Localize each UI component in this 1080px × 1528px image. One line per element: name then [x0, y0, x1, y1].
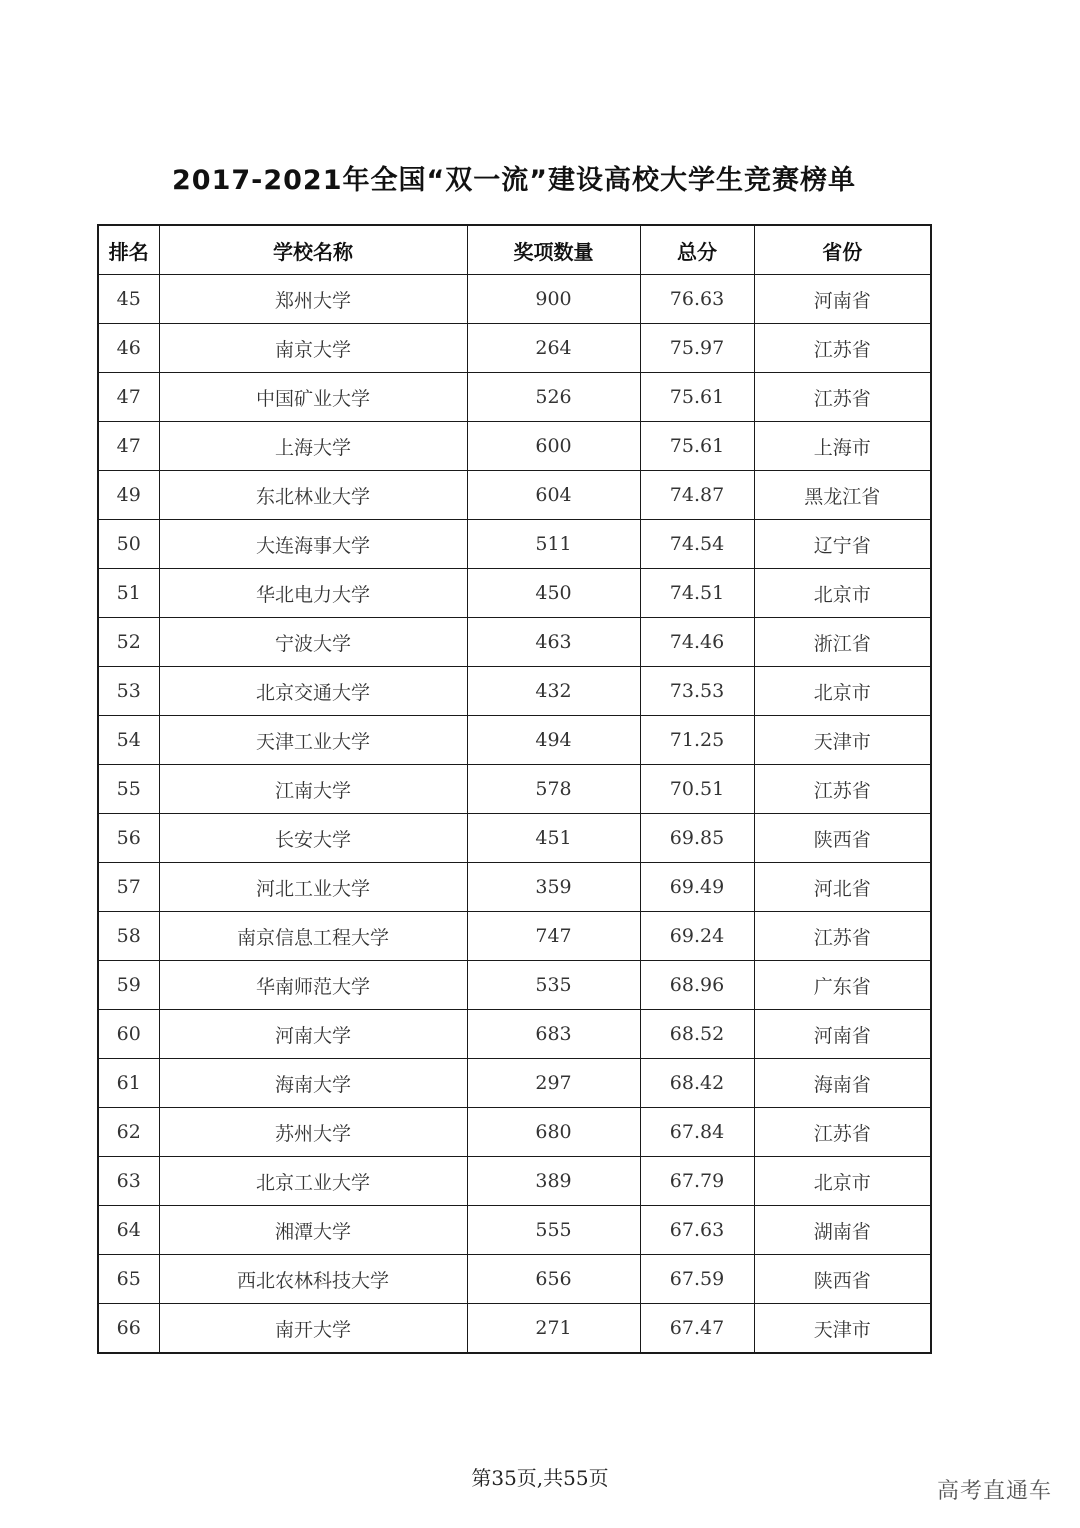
school-name-cell: 湘潭大学	[159, 1206, 467, 1255]
province-cell: 河北省	[754, 863, 931, 912]
rank-cell: 58	[98, 912, 159, 961]
rank-cell: 45	[98, 275, 159, 324]
table-row	[98, 716, 931, 765]
province-cell: 海南省	[754, 1059, 931, 1108]
rank-cell: 56	[98, 814, 159, 863]
ranking-table	[97, 224, 932, 1354]
award-count-cell: 264	[467, 324, 640, 373]
rank-cell: 54	[98, 716, 159, 765]
award-count-cell: 432	[467, 667, 640, 716]
school-name-cell: 华南师范大学	[159, 961, 467, 1010]
award-count-cell: 463	[467, 618, 640, 667]
award-count-cell: 680	[467, 1108, 640, 1157]
total-score-cell: 74.51	[640, 569, 754, 618]
rank-cell: 66	[98, 1304, 159, 1354]
school-name-cell: 南开大学	[159, 1304, 467, 1354]
award-count-cell: 604	[467, 471, 640, 520]
province-cell: 陕西省	[754, 814, 931, 863]
total-score-cell: 67.84	[640, 1108, 754, 1157]
award-count-cell: 494	[467, 716, 640, 765]
rank-cell: 52	[98, 618, 159, 667]
rank-cell: 47	[98, 373, 159, 422]
table-header-row	[98, 225, 931, 275]
table-row	[98, 1157, 931, 1206]
total-score-cell: 76.63	[640, 275, 754, 324]
total-score-cell: 75.61	[640, 373, 754, 422]
table-row	[98, 765, 931, 814]
total-score-cell: 75.97	[640, 324, 754, 373]
school-name-cell: 宁波大学	[159, 618, 467, 667]
total-score-cell: 73.53	[640, 667, 754, 716]
rank-cell: 62	[98, 1108, 159, 1157]
school-name-cell: 大连海事大学	[159, 520, 467, 569]
school-name-cell: 上海大学	[159, 422, 467, 471]
award-count-cell: 389	[467, 1157, 640, 1206]
province-cell: 江苏省	[754, 373, 931, 422]
total-score-cell: 68.42	[640, 1059, 754, 1108]
total-score-cell: 71.25	[640, 716, 754, 765]
table-row	[98, 1059, 931, 1108]
table-row	[98, 1010, 931, 1059]
total-score-cell: 67.79	[640, 1157, 754, 1206]
award-count-cell: 683	[467, 1010, 640, 1059]
award-count-cell: 747	[467, 912, 640, 961]
table-row	[98, 520, 931, 569]
school-name-cell: 河北工业大学	[159, 863, 467, 912]
total-score-cell: 74.87	[640, 471, 754, 520]
header-award-count: 奖项数量	[467, 225, 640, 275]
rank-cell: 47	[98, 422, 159, 471]
school-name-cell: 郑州大学	[159, 275, 467, 324]
total-score-cell: 69.24	[640, 912, 754, 961]
award-count-cell: 450	[467, 569, 640, 618]
table-row	[98, 1206, 931, 1255]
award-count-cell: 359	[467, 863, 640, 912]
province-cell: 天津市	[754, 716, 931, 765]
province-cell: 湖南省	[754, 1206, 931, 1255]
award-count-cell: 578	[467, 765, 640, 814]
school-name-cell: 北京交通大学	[159, 667, 467, 716]
table-body	[98, 275, 931, 1354]
award-count-cell: 535	[467, 961, 640, 1010]
award-count-cell: 600	[467, 422, 640, 471]
school-name-cell: 南京大学	[159, 324, 467, 373]
total-score-cell: 75.61	[640, 422, 754, 471]
table-row	[98, 814, 931, 863]
province-cell: 北京市	[754, 1157, 931, 1206]
school-name-cell: 海南大学	[159, 1059, 467, 1108]
table-row	[98, 275, 931, 324]
header-school-name: 学校名称	[159, 225, 467, 275]
rank-cell: 53	[98, 667, 159, 716]
total-score-cell: 68.52	[640, 1010, 754, 1059]
province-cell: 上海市	[754, 422, 931, 471]
school-name-cell: 华北电力大学	[159, 569, 467, 618]
header-province: 省份	[754, 225, 931, 275]
award-count-cell: 511	[467, 520, 640, 569]
province-cell: 江苏省	[754, 324, 931, 373]
province-cell: 广东省	[754, 961, 931, 1010]
page-title: 2017-2021年全国“双一流”建设高校大学生竞赛榜单	[172, 165, 856, 196]
school-name-cell: 中国矿业大学	[159, 373, 467, 422]
province-cell: 河南省	[754, 1010, 931, 1059]
table-row	[98, 1255, 931, 1304]
award-count-cell: 656	[467, 1255, 640, 1304]
province-cell: 黑龙江省	[754, 471, 931, 520]
table-row	[98, 863, 931, 912]
award-count-cell: 900	[467, 275, 640, 324]
school-name-cell: 江南大学	[159, 765, 467, 814]
total-score-cell: 67.59	[640, 1255, 754, 1304]
school-name-cell: 河南大学	[159, 1010, 467, 1059]
header-rank: 排名	[98, 225, 159, 275]
award-count-cell: 297	[467, 1059, 640, 1108]
province-cell: 北京市	[754, 667, 931, 716]
total-score-cell: 69.49	[640, 863, 754, 912]
rank-cell: 46	[98, 324, 159, 373]
table-row	[98, 373, 931, 422]
province-cell: 江苏省	[754, 765, 931, 814]
province-cell: 辽宁省	[754, 520, 931, 569]
table-row	[98, 471, 931, 520]
province-cell: 河南省	[754, 275, 931, 324]
province-cell: 陕西省	[754, 1255, 931, 1304]
rank-cell: 65	[98, 1255, 159, 1304]
school-name-cell: 长安大学	[159, 814, 467, 863]
table-row	[98, 422, 931, 471]
province-cell: 江苏省	[754, 912, 931, 961]
table-row	[98, 569, 931, 618]
total-score-cell: 74.46	[640, 618, 754, 667]
table-row	[98, 1108, 931, 1157]
rank-cell: 55	[98, 765, 159, 814]
award-count-cell: 526	[467, 373, 640, 422]
rank-cell: 63	[98, 1157, 159, 1206]
rank-cell: 59	[98, 961, 159, 1010]
school-name-cell: 东北林业大学	[159, 471, 467, 520]
table-row	[98, 324, 931, 373]
total-score-cell: 67.47	[640, 1304, 754, 1354]
school-name-cell: 苏州大学	[159, 1108, 467, 1157]
rank-cell: 50	[98, 520, 159, 569]
award-count-cell: 271	[467, 1304, 640, 1354]
total-score-cell: 74.54	[640, 520, 754, 569]
total-score-cell: 69.85	[640, 814, 754, 863]
total-score-cell: 68.96	[640, 961, 754, 1010]
award-count-cell: 451	[467, 814, 640, 863]
table-row	[98, 618, 931, 667]
rank-cell: 60	[98, 1010, 159, 1059]
school-name-cell: 南京信息工程大学	[159, 912, 467, 961]
table-row	[98, 1304, 931, 1354]
total-score-cell: 67.63	[640, 1206, 754, 1255]
school-name-cell: 天津工业大学	[159, 716, 467, 765]
rank-cell: 51	[98, 569, 159, 618]
watermark: 高考直通车	[936, 1479, 1052, 1504]
province-cell: 天津市	[754, 1304, 931, 1354]
rank-cell: 61	[98, 1059, 159, 1108]
table-row	[98, 667, 931, 716]
header-total-score: 总分	[640, 225, 754, 275]
rank-cell: 64	[98, 1206, 159, 1255]
table-row	[98, 961, 931, 1010]
award-count-cell: 555	[467, 1206, 640, 1255]
table-row	[98, 912, 931, 961]
rank-cell: 57	[98, 863, 159, 912]
rank-cell: 49	[98, 471, 159, 520]
page-indicator: 第35页,共55页	[471, 1466, 609, 1490]
school-name-cell: 北京工业大学	[159, 1157, 467, 1206]
province-cell: 北京市	[754, 569, 931, 618]
province-cell: 江苏省	[754, 1108, 931, 1157]
total-score-cell: 70.51	[640, 765, 754, 814]
province-cell: 浙江省	[754, 618, 931, 667]
school-name-cell: 西北农林科技大学	[159, 1255, 467, 1304]
